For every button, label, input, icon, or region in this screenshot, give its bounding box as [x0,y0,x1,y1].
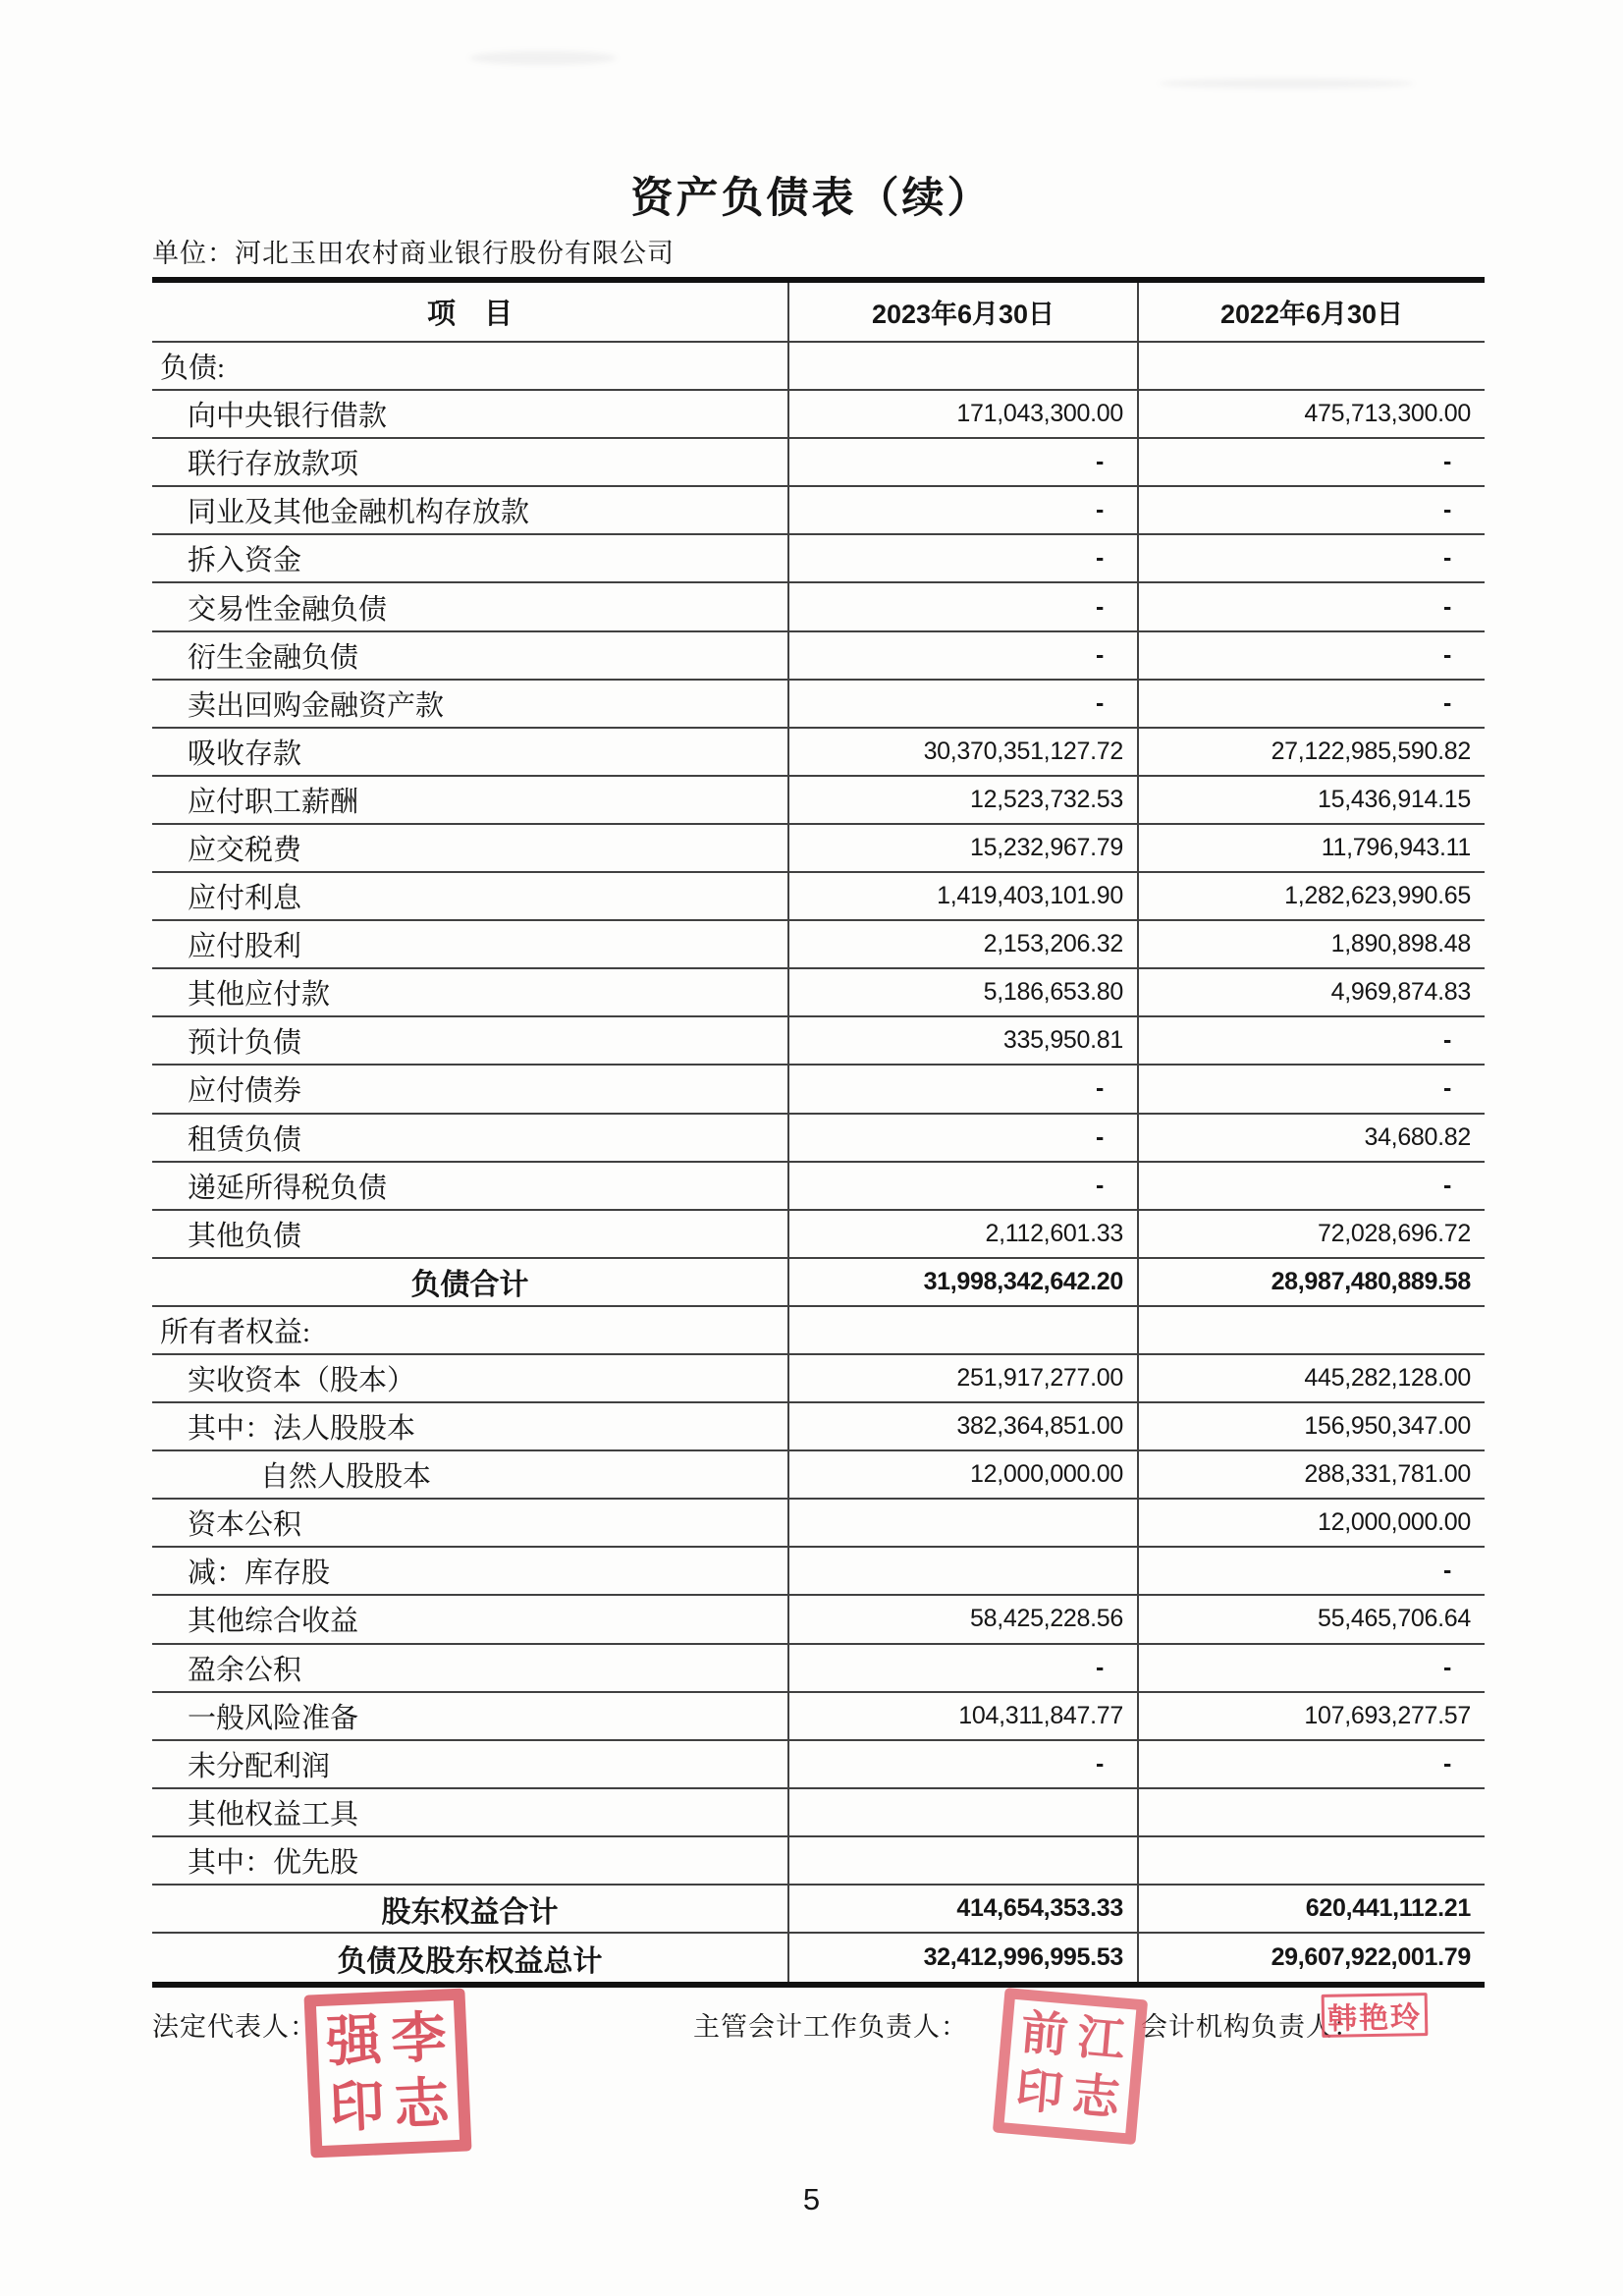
row-label: 其他负债 [188,1220,302,1252]
table-row [152,535,1485,583]
value-2022 [1137,343,1485,389]
value-2023: 12,000,000.00 [787,1451,1137,1498]
legal-rep-seal-stamp [303,1989,471,2159]
table-row [152,1934,1485,1982]
row-label: 衍生金融负债 [188,641,359,674]
table-row [152,487,1485,535]
row-label: 实收资本（股本） [188,1365,416,1397]
table-row [152,1451,1485,1500]
table-row [152,1163,1485,1211]
legal-representative-label: 法定代表人： [152,2012,317,2042]
value-2022: 12,000,000.00 [1137,1500,1485,1546]
row-label: 租赁负债 [188,1123,302,1156]
table-row [152,1548,1485,1596]
table-row [152,1403,1485,1451]
value-2023: 30,370,351,127.72 [787,729,1137,775]
seal-char: 印 [1013,2063,1065,2120]
value-2023: - [787,1741,1137,1787]
table-row [152,1307,1485,1355]
table-row [152,777,1485,825]
row-label: 吸收存款 [188,738,302,770]
row-label: 其中：优先股 [188,1846,359,1879]
value-2022: - [1137,535,1485,581]
row-label: 其他综合收益 [188,1606,359,1638]
table-row [152,1789,1485,1837]
value-2022: 72,028,696.72 [1137,1211,1485,1257]
value-2022: - [1137,632,1485,679]
row-label: 其他应付款 [188,979,331,1011]
value-2022: - [1137,1645,1485,1691]
value-2022: 15,436,914.15 [1137,777,1485,823]
value-2022: - [1137,1066,1485,1112]
column-header-item: 项 目 [426,299,513,330]
value-2023: 382,364,851.00 [787,1403,1137,1449]
value-2023: 1,419,403,101.90 [787,873,1137,919]
company-unit-line: 单位：河北玉田农村商业银行股份有限公司 [152,239,675,268]
value-2023: - [787,1645,1137,1691]
row-label: 向中央银行借款 [188,401,388,433]
table-row [152,439,1485,487]
row-label: 负债及股东权益总计 [337,1944,603,1978]
value-2022: 288,331,781.00 [1137,1451,1485,1498]
seal-char: 志 [393,2072,451,2137]
table-row [152,1500,1485,1548]
scan-smudge [1159,79,1414,88]
value-2022: 34,680.82 [1137,1115,1485,1161]
table-row [152,632,1485,681]
row-label: 所有者权益: [160,1316,311,1348]
row-label: 应付利息 [188,883,302,915]
row-label: 预计负债 [188,1027,302,1060]
value-2023: 12,523,732.53 [787,777,1137,823]
value-2022: - [1137,1163,1485,1209]
table-row [152,1693,1485,1741]
value-2022 [1137,1837,1485,1884]
value-2022: - [1137,439,1485,485]
row-label: 减：库存股 [188,1558,331,1590]
seal-char: 强 [325,2009,383,2074]
table-row [152,1596,1485,1644]
value-2023: 32,412,996,995.53 [787,1934,1137,1982]
value-2022 [1137,1789,1485,1835]
row-label: 资本公积 [188,1509,302,1542]
row-label: 未分配利润 [188,1750,331,1782]
seal-char: 前 [1018,2006,1070,2063]
value-2022: - [1137,583,1485,629]
value-2023 [787,1307,1137,1353]
accounting-org-name-stamp: 韩艳玲 [1322,1993,1429,2038]
table-header-row [152,283,1485,343]
table-row [152,1645,1485,1693]
value-2022: - [1137,487,1485,533]
seal-char: 李 [390,2006,448,2071]
value-2022: 620,441,112.21 [1137,1886,1485,1932]
row-label: 应交税费 [188,834,302,866]
column-header-2023: 2023年6月30日 [787,283,1137,341]
value-2022: 1,282,623,990.65 [1137,873,1485,919]
value-2022: 445,282,128.00 [1137,1355,1485,1401]
accounting-org-label: 会计机构负责人： [1141,2012,1361,2042]
value-2023: 58,425,228.56 [787,1596,1137,1642]
row-label: 应付职工薪酬 [188,786,359,818]
value-2023: 104,311,847.77 [787,1693,1137,1739]
table-row [152,1017,1485,1066]
chief-accountant-label: 主管会计工作负责人： [693,2012,968,2042]
table-row [152,1837,1485,1886]
row-label: 其他权益工具 [188,1798,359,1831]
scan-smudge [469,51,617,65]
row-label: 股东权益合计 [381,1895,559,1929]
value-2023: 251,917,277.00 [787,1355,1137,1401]
value-2023: - [787,487,1137,533]
value-2023: 31,998,342,642.20 [787,1259,1137,1305]
value-2022: - [1137,681,1485,727]
row-label: 其中：法人股股本 [188,1413,416,1446]
value-2022 [1137,1307,1485,1353]
value-2022: 55,465,706.64 [1137,1596,1485,1642]
row-label: 一般风险准备 [188,1702,359,1734]
table-row [152,1741,1485,1789]
table-row [152,1355,1485,1403]
value-2023 [787,343,1137,389]
value-2022: - [1137,1548,1485,1594]
table-row [152,681,1485,729]
value-2022: 28,987,480,889.58 [1137,1259,1485,1305]
value-2023: - [787,439,1137,485]
value-2023: - [787,1066,1137,1112]
table-row [152,921,1485,969]
table-row [152,969,1485,1017]
row-label: 卖出回购金融资产款 [188,689,445,722]
table-row [152,1115,1485,1163]
table-row [152,343,1485,391]
table-row [152,391,1485,439]
value-2023 [787,1548,1137,1594]
row-label: 应付债券 [188,1075,302,1108]
value-2023 [787,1500,1137,1546]
seal-char: 印 [328,2075,386,2140]
value-2023: 5,186,653.80 [787,969,1137,1015]
row-label: 递延所得税负债 [188,1172,388,1204]
chief-accountant-seal-stamp [993,1988,1148,2145]
row-label: 拆入资金 [188,545,302,577]
value-2023 [787,1789,1137,1835]
row-label: 负债: [160,353,226,385]
table-body [152,343,1485,1982]
table-row [152,873,1485,921]
value-2022: 475,713,300.00 [1137,391,1485,437]
page-number: 5 [802,2182,821,2216]
row-label: 应付股利 [188,931,302,963]
row-label: 同业及其他金融机构存放款 [188,497,530,529]
column-header-2022: 2022年6月30日 [1137,283,1485,341]
row-label: 自然人股股本 [260,1461,432,1494]
table-row [152,729,1485,777]
value-2023: - [787,632,1137,679]
balance-sheet-table [152,277,1485,1988]
row-label: 盈余公积 [188,1654,302,1686]
value-2023: - [787,583,1137,629]
value-2022: 156,950,347.00 [1137,1403,1485,1449]
value-2022: - [1137,1017,1485,1064]
value-2022: 1,890,898.48 [1137,921,1485,967]
value-2023: 335,950.81 [787,1017,1137,1064]
value-2023: 414,654,353.33 [787,1886,1137,1932]
value-2022: 27,122,985,590.82 [1137,729,1485,775]
value-2022: 11,796,943.11 [1137,825,1485,871]
table-row [152,1886,1485,1934]
value-2023: - [787,535,1137,581]
value-2022: - [1137,1741,1485,1787]
value-2023: - [787,1163,1137,1209]
row-label: 交易性金融负债 [188,593,388,626]
table-row [152,825,1485,873]
seal-char: 江 [1075,2011,1127,2068]
value-2023: 171,043,300.00 [787,391,1137,437]
seal-char: 志 [1070,2068,1122,2125]
table-row [152,1066,1485,1114]
value-2023 [787,1837,1137,1884]
row-label: 负债合计 [410,1269,529,1302]
value-2023: - [787,681,1137,727]
value-2023: 2,153,206.32 [787,921,1137,967]
value-2023: - [787,1115,1137,1161]
table-row [152,1211,1485,1259]
value-2023: 15,232,967.79 [787,825,1137,871]
value-2022: 29,607,922,001.79 [1137,1934,1485,1982]
table-row [152,583,1485,631]
value-2022: 4,969,874.83 [1137,969,1485,1015]
row-label: 联行存放款项 [188,449,359,481]
value-2022: 107,693,277.57 [1137,1693,1485,1739]
table-row [152,1259,1485,1307]
value-2023: 2,112,601.33 [787,1211,1137,1257]
page-title: 资产负债表（续） [630,176,993,222]
